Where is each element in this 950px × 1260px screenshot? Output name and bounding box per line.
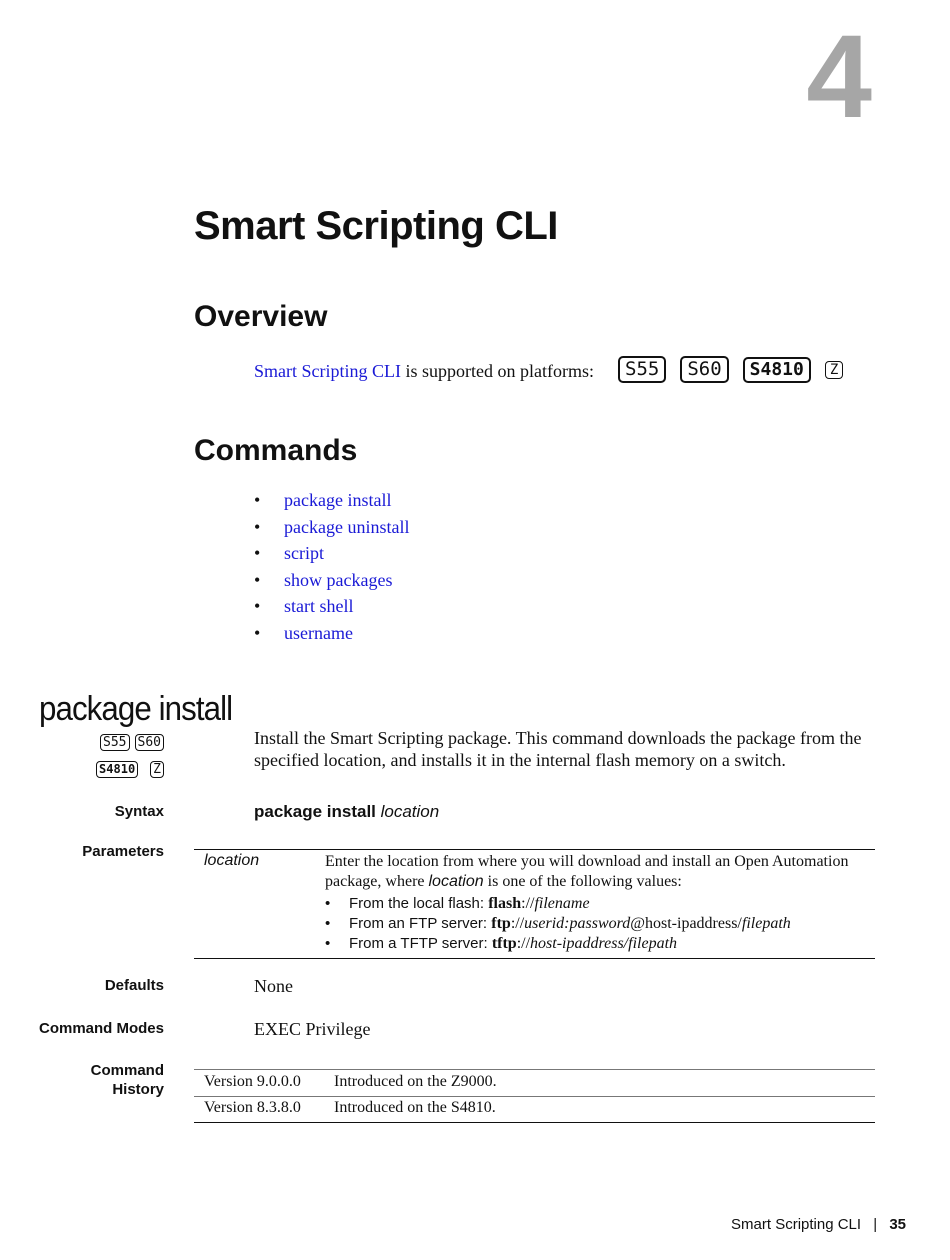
- overview-link[interactable]: Smart Scripting CLI: [254, 361, 401, 381]
- footer-page-number: 35: [889, 1216, 906, 1233]
- parameters-bottom-rule: [194, 958, 875, 959]
- parameters-label: Parameters: [82, 843, 164, 860]
- command-link-script[interactable]: • script: [254, 543, 409, 570]
- command-modes-value: EXEC Privilege: [254, 1019, 371, 1039]
- command-link-package-uninstall[interactable]: • package uninstall: [254, 517, 409, 544]
- syntax-argument: location: [380, 802, 440, 821]
- command-modes-label: Command Modes: [38, 1020, 164, 1037]
- command-history-label: Command History: [90, 1062, 164, 1098]
- param-value-tftp: • From a TFTP server: tftp://host-ipaddress/filepath: [325, 935, 791, 955]
- section-badge-s4810: S4810: [96, 761, 138, 778]
- page-footer: [731, 1216, 906, 1233]
- section-badge-z: Z: [150, 761, 164, 778]
- section-title-package-install: package install: [39, 690, 233, 728]
- history-version-1: Version 9.0.0.0: [204, 1073, 301, 1090]
- section-badge-s55: S55: [100, 734, 129, 751]
- param-name: location: [204, 852, 260, 869]
- chapter-title: Smart Scripting CLI: [194, 204, 558, 248]
- defaults-value: None: [254, 976, 293, 996]
- overview-text: [254, 361, 594, 382]
- history-bottom-rule: [194, 1122, 875, 1123]
- overview-heading: Overview: [194, 300, 328, 333]
- command-link-start-shell[interactable]: • start shell: [254, 596, 409, 623]
- platform-badge-z: Z: [825, 361, 843, 379]
- footer-separator: |: [873, 1216, 878, 1233]
- param-values-list: [325, 895, 791, 955]
- footer-title: Smart Scripting CLI: [731, 1216, 862, 1233]
- platform-badges: [618, 356, 843, 383]
- parameters-top-rule: [194, 849, 875, 850]
- command-link-username[interactable]: • username: [254, 623, 409, 650]
- commands-heading: Commands: [194, 434, 358, 467]
- param-value-ftp: • From an FTP server: ftp://userid:password@host-ipaddress/filepath: [325, 915, 791, 935]
- param-description: Enter the location from where you will download and install an Open Automation package, where location is one of the following values:: [325, 853, 849, 890]
- platform-badge-s60: S60: [680, 356, 728, 383]
- overview-sentence: is supported on platforms:: [401, 361, 594, 381]
- defaults-label: Defaults: [104, 977, 164, 994]
- platform-badge-s4810: S4810: [743, 357, 811, 383]
- history-note-1: Introduced on the Z9000.: [334, 1073, 497, 1090]
- platform-badge-s55: S55: [618, 356, 666, 383]
- history-note-2: Introduced on the S4810.: [334, 1099, 496, 1116]
- command-link-package-install[interactable]: • package install: [254, 490, 409, 517]
- param-value-flash: • From the local flash: flash://filename: [325, 895, 791, 915]
- section-badges-row-2: [96, 761, 164, 778]
- commands-list: [254, 490, 409, 650]
- section-badges-row-1: [100, 734, 164, 751]
- package-install-description: Install the Smart Scripting package. This command downloads the package from the specified location, and installs it in the internal flash memory on a switch.: [254, 728, 862, 770]
- syntax-command: package install: [254, 802, 376, 821]
- syntax-label: Syntax: [114, 803, 164, 820]
- section-badge-s60: S60: [135, 734, 164, 751]
- history-version-2: Version 8.3.8.0: [204, 1099, 301, 1116]
- command-link-show-packages[interactable]: • show packages: [254, 570, 409, 597]
- history-middle-rule: [194, 1096, 875, 1097]
- history-top-rule: [194, 1069, 875, 1070]
- chapter-number: 4: [806, 11, 872, 143]
- syntax-line: [254, 802, 439, 822]
